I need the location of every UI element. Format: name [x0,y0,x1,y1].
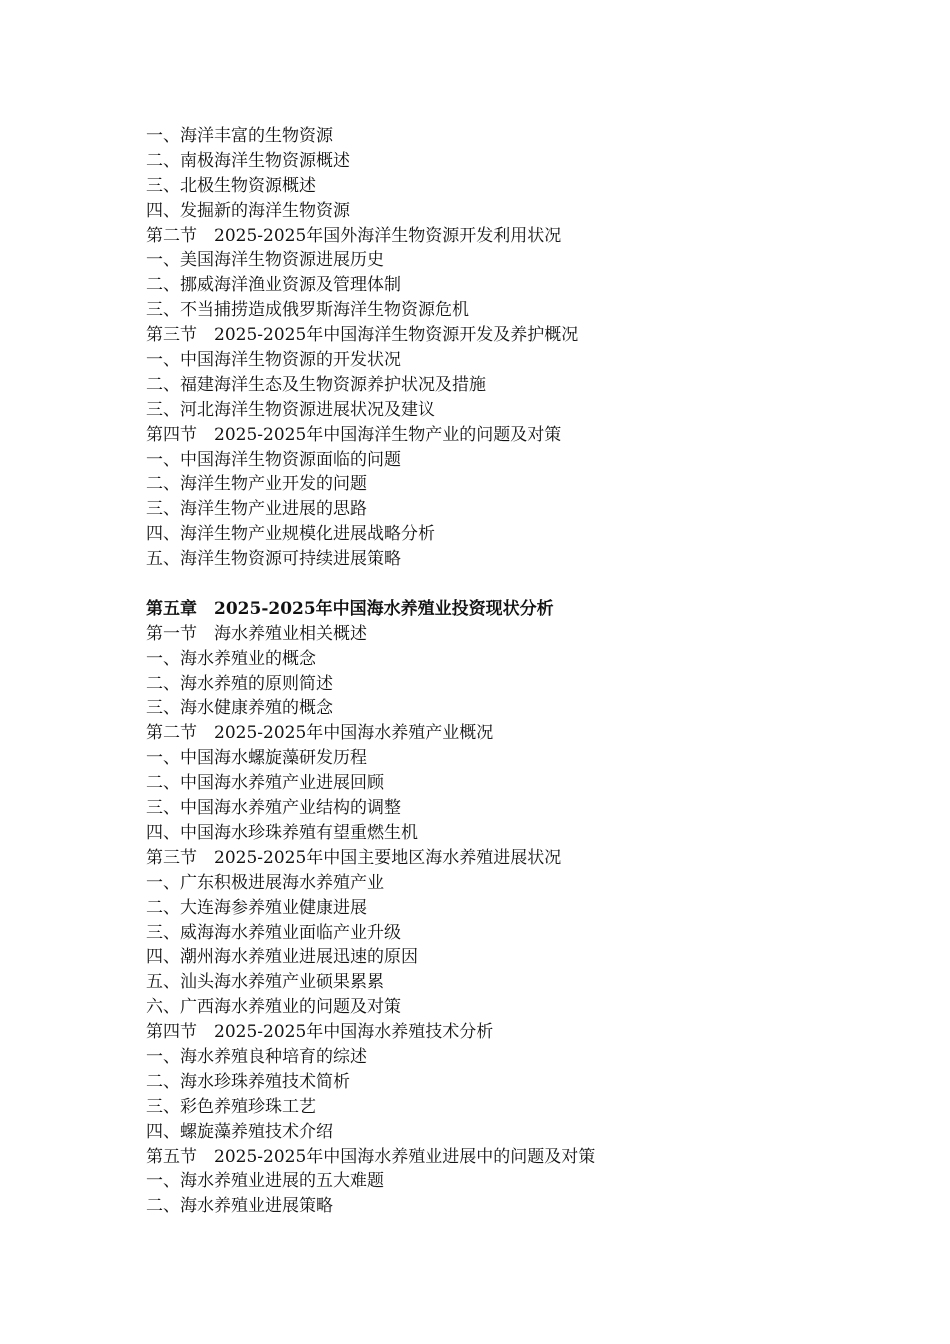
toc-item: 一、中国海洋生物资源面临的问题 [146,449,401,470]
toc-item: 五、海洋生物资源可持续进展策略 [146,549,401,570]
toc-section-heading: 第三节 2025-2025年中国海洋生物资源开发及养护概况 [146,325,579,346]
toc-item: 三、彩色养殖珍珠工艺 [146,1096,316,1117]
toc-item: 一、海水养殖业进展的五大难题 [146,1171,384,1192]
toc-item: 二、南极海洋生物资源概述 [146,150,350,171]
section-gap [146,572,906,597]
toc-item: 一、美国海洋生物资源进展历史 [146,250,384,271]
toc-section-heading: 第四节 2025-2025年中国海水养殖技术分析 [146,1022,494,1043]
toc-item: 一、中国海水螺旋藻研发历程 [146,748,367,769]
toc-section-heading: 第四节 2025-2025年中国海洋生物产业的问题及对策 [146,424,562,445]
toc-item: 四、螺旋藻养殖技术介绍 [146,1121,333,1142]
toc-item: 一、海水养殖良种培育的综述 [146,1046,367,1067]
toc-item: 四、发掘新的海洋生物资源 [146,200,350,221]
toc-item: 一、海水养殖业的概念 [146,648,316,669]
toc-section-heading: 第一节 海水养殖业相关概述 [146,623,367,644]
toc-item: 五、汕头海水养殖产业硕果累累 [146,972,384,993]
toc-section-chapter-5 [146,622,906,1219]
toc-item: 二、福建海洋生态及生物资源养护状况及措施 [146,374,486,395]
table-of-contents [146,124,906,1219]
toc-item: 三、不当捕捞造成俄罗斯海洋生物资源危机 [146,300,469,321]
toc-item: 一、中国海洋生物资源的开发状况 [146,350,401,371]
toc-item: 四、中国海水珍珠养殖有望重燃生机 [146,822,418,843]
toc-section-heading: 第二节 2025-2025年国外海洋生物资源开发利用状况 [146,225,562,246]
toc-item: 二、挪威海洋渔业资源及管理体制 [146,275,401,296]
toc-item: 二、海洋生物产业开发的问题 [146,474,367,495]
toc-item: 四、海洋生物产业规模化进展战略分析 [146,524,435,545]
toc-section-heading: 第五节 2025-2025年中国海水养殖业进展中的问题及对策 [146,1146,596,1167]
toc-item: 四、潮州海水养殖业进展迅速的原因 [146,947,418,968]
toc-item: 三、海洋生物产业进展的思路 [146,499,367,520]
toc-item: 六、广西海水养殖业的问题及对策 [146,997,401,1018]
toc-section-chapter-4-continued [146,124,906,572]
toc-item: 一、广东积极进展海水养殖产业 [146,872,384,893]
toc-item: 三、中国海水养殖产业结构的调整 [146,798,401,819]
toc-item: 一、海洋丰富的生物资源 [146,126,333,146]
toc-section-heading: 第三节 2025-2025年中国主要地区海水养殖进展状况 [146,847,562,868]
toc-item: 二、海水珍珠养殖技术简析 [146,1071,350,1092]
toc-item: 三、北极生物资源概述 [146,175,316,196]
toc-item: 二、海水养殖的原则简述 [146,673,333,694]
toc-item: 三、海水健康养殖的概念 [146,698,333,719]
toc-item: 二、大连海参养殖业健康进展 [146,897,367,918]
toc-item: 三、河北海洋生物资源进展状况及建议 [146,399,435,420]
toc-section-heading: 第二节 2025-2025年中国海水养殖产业概况 [146,723,494,744]
toc-item: 三、威海海水养殖业面临产业升级 [146,922,401,943]
toc-item: 二、中国海水养殖产业进展回顾 [146,773,384,794]
toc-item: 二、海水养殖业进展策略 [146,1196,333,1217]
chapter-title: 第五章 2025-2025年中国海水养殖业投资现状分析 [146,598,554,619]
